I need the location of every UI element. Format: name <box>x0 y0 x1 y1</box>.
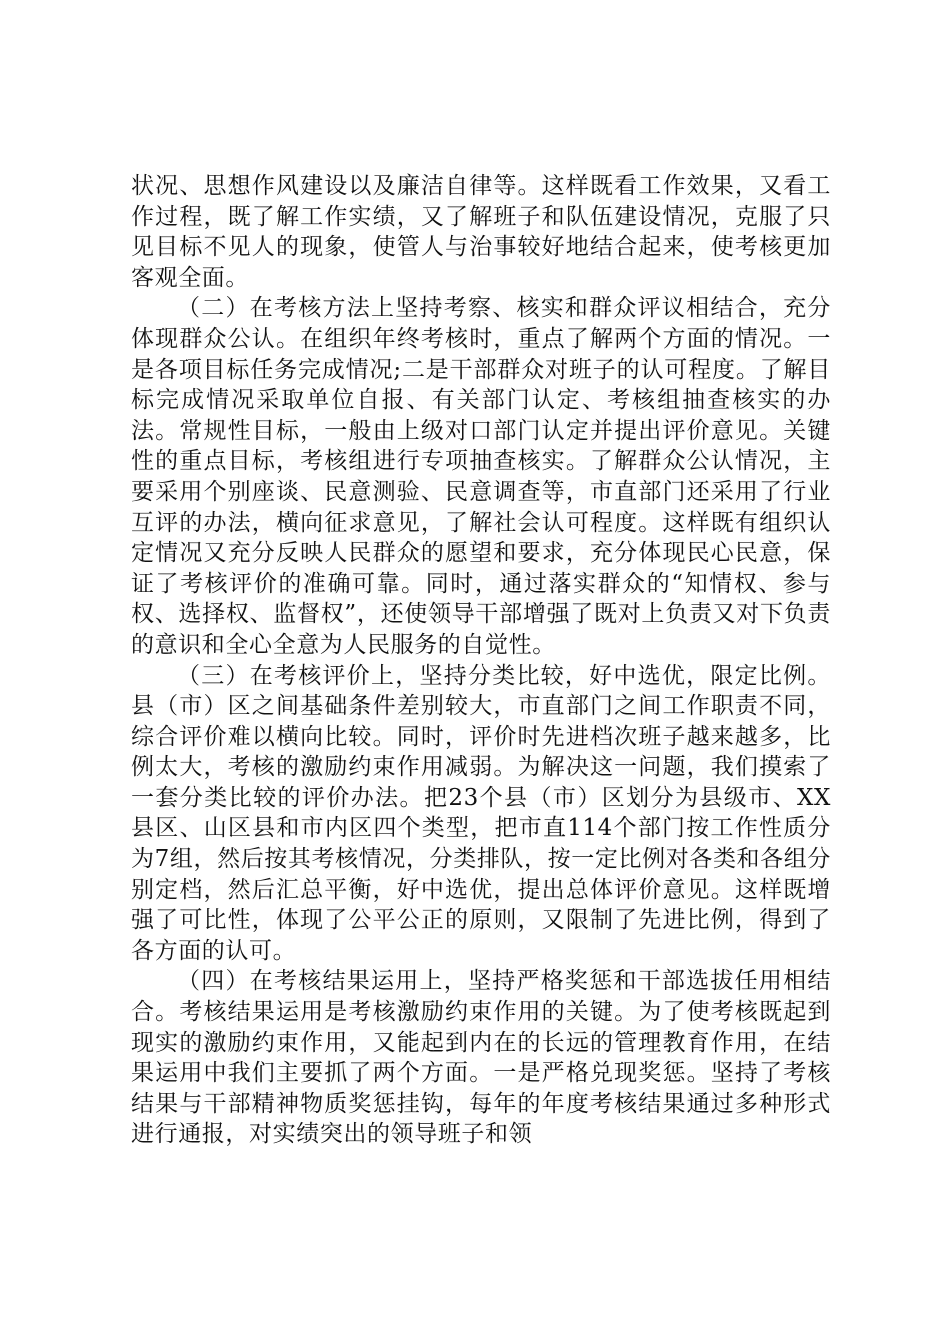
paragraph-assessment-evaluation: （三）在考核评价上，坚持分类比较，好中选优，限定比例。县（市）区之间基础条件差别较大，市直部门之间工作职责不同，综合评价难以横向比较。同时，评价时先进档次班子越来越多，比例太大，考核的激励约束作用减弱。为解决这一问题，我们摸索了一套分类比较的评价办法。把23个县（市）区划分为县级市、XX县区、山区县和市内区四个类型，把市直114个部门按工作性质分为7组，然后按其考核情况，分类排队，按一定比例对各类和各组分别定档，然后汇总平衡，好中选优，提出总体评价意见。这样既增强了可比性，体现了公平公正的原则，又限制了先进比例，得到了各方面的认可。 <box>131 662 831 964</box>
paragraph-continuation: 状况、思想作风建设以及廉洁自律等。这样既看工作效果，又看工作过程，既了解工作实绩，又了解班子和队伍建设情况，克服了只见目标不见人的现象，使管人与治事较好地结合起来，使考核更加客观全面。 <box>131 173 831 291</box>
document-body <box>131 171 831 1150</box>
paragraph-assessment-results: （四）在考核结果运用上，坚持严格奖惩和干部选拔任用相结合。考核结果运用是考核激励约束作用的关键。为了使考核既起到现实的激励约束作用，又能起到内在的长远的管理教育作用，在结果运用中我们主要抓了两个方面。一是严格兑现奖惩。坚持了考核结果与干部精神物质奖惩挂钩，每年的年度考核结果通过多种形式进行通报，对实绩突出的领导班子和领 <box>131 968 831 1148</box>
paragraph-assessment-method: （二）在考核方法上坚持考察、核实和群众评议相结合，充分体现群众公认。在组织年终考核时，重点了解两个方面的情况。一是各项目标任务完成情况;二是干部群众对班子的认可程度。了解目标完成情况采取单位自报、有关部门认定、考核组抽查核实的办法。常规性目标，一般由上级对口部门认定并提出评价意见。关键性的重点目标，考核组进行专项抽查核实。了解群众公认情况，主要采用个别座谈、民意测验、民意调查等，市直部门还采用了行业互评的办法，横向征求意见，了解社会认可程度。这样既有组织认定情况又充分反映人民群众的愿望和要求，充分体现民心民意，保证了考核评价的准确可靠。同时，通过落实群众的“知情权、参与权、选择权、监督权”，还使领导干部增强了既对上负责又对下负责的意识和全心全意为人民服务的自觉性。 <box>131 295 831 658</box>
